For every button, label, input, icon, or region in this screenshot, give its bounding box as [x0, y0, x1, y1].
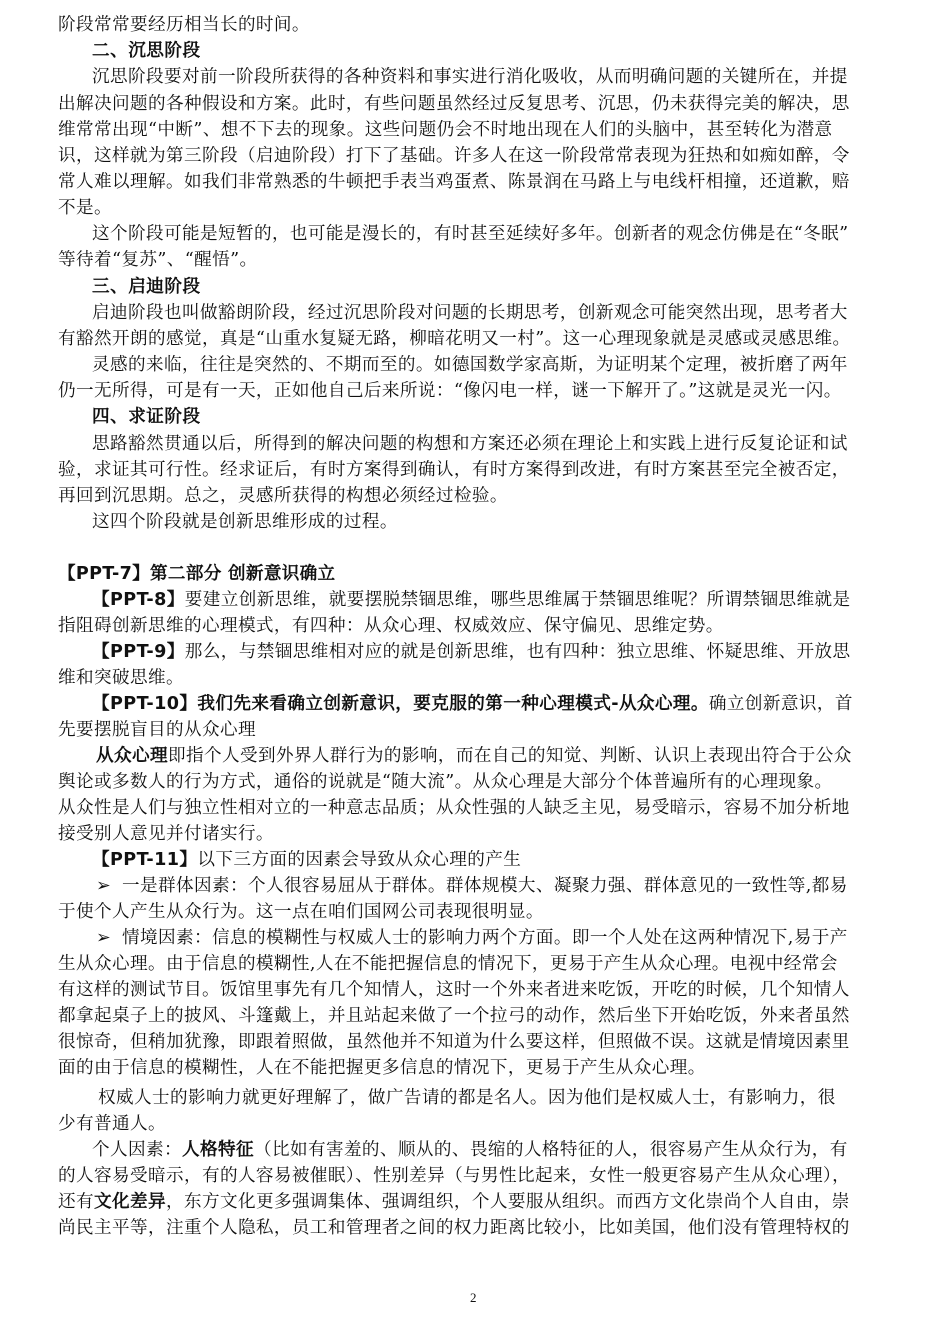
page-number: 2	[470, 1290, 477, 1305]
text-span: （比如有害羞的、顺从的、畏缩的人格特征的人，很容易产生从众行为，有	[253, 1140, 848, 1160]
bold-term: 人格特征	[181, 1140, 254, 1160]
bold-term: 文化差异	[94, 1192, 166, 1212]
text-line: 有豁然开朗的感觉，真是“山重水复疑无路，柳暗花明又一村”。这一心理现象就是灵感或灵感思维。	[58, 329, 851, 349]
text-line: 尚民主平等，注重个人隐私，员工和管理者之间的权力距离比较小，比如美国，他们没有管理特权的	[58, 1218, 850, 1238]
section-heading: 二、沉思阶段	[92, 41, 201, 61]
text-line: 指阻碍创新思维的心理模式，有四种：从众心理、权威效应、保守偏见、思维定势。	[58, 616, 724, 636]
text-line: 舆论或多数人的行为方式，通俗的说就是“随大流”。从众心理是大部分个体普遍所有的心理现象。	[58, 772, 833, 792]
text-span: 那么，与禁锢思维相对应的就是创新思维，也有四种：独立思维、怀疑思维、开放思	[184, 642, 851, 662]
text-line: 仍一无所得，可是有一天，正如他自己后来所说：“像闪电一样，谜一下解开了。”这就是灵光一闪。	[58, 381, 842, 401]
text-span: 即指个人受到外界人群行为的影响，而在自己的知觉、判断、认识上表现出符合于公众	[167, 746, 852, 766]
text-line: 等待着“复苏”、“醒悟”。	[58, 250, 258, 270]
text-line	[58, 1191, 898, 1213]
text-line: 权威人士的影响力就更好理解了，做广告请的都是名人。因为他们是权威人士，有影响力，很	[98, 1088, 836, 1108]
text-line: 都拿起桌子上的披风、斗篷戴上，并且站起来做了一个拉弓的动作，然后坐下开始吃饭，外来者虽然	[58, 1006, 850, 1026]
text-line: 出解决问题的各种假设和方案。此时，有些问题虽然经过反复思考、沉思，仍未获得完美的解决，思	[58, 94, 850, 114]
text-line: 很惊奇，但稍加犹豫，即跟着照做，虽然他并不知道为什么要这样，但照做不误。这就是情境因素里	[58, 1032, 850, 1052]
text-line	[92, 693, 898, 715]
text-line: 这四个阶段就是创新思维形成的过程。	[92, 512, 398, 532]
text-line: 生从众心理。由于信息的模糊性,人在不能把握信息的情况下，更易于产生从众心理。电视中经常会	[58, 954, 838, 974]
text-line: 少有普通人。	[58, 1114, 166, 1134]
bullet-line	[96, 927, 898, 949]
text-line: 面的由于信息的模糊性，人在不能把握更多信息的情况下，更易于产生从众心理。	[58, 1058, 706, 1078]
text-line: 于使个人产生从众行为。这一点在咱们国网公司表现很明显。	[58, 902, 544, 922]
text-line: 识，这样就为第三阶段（启迪阶段）打下了基础。许多人在这一阶段常常表现为狂热和如痴如醉，令	[58, 146, 850, 166]
text-line	[92, 1139, 898, 1161]
section-heading: 三、启迪阶段	[92, 277, 201, 297]
text-line: 从众性是人们与独立性相对立的一种意志品质；从众性强的人缺乏主见，易受暗示，容易不加分析地	[58, 798, 850, 818]
ppt-tag: 【PPT-11】	[92, 850, 198, 870]
text-span: 还有	[58, 1192, 94, 1212]
text-span: 要建立创新思维，就要摆脱禁锢思维，哪些思维属于禁锢思维呢？所谓禁锢思维就是	[184, 590, 851, 610]
text-span: 个人因素：	[92, 1140, 182, 1160]
text-line: 维常常出现“中断”、想不下去的现象。这些问题仍会不时地出现在人们的头脑中，甚至转化为潜意	[58, 120, 833, 140]
text-line: 不是。	[58, 198, 112, 218]
text-line: 维和突破思维。	[58, 668, 184, 688]
text-line: 验，求证其可行性。经求证后，有时方案得到确认，有时方案得到改进，有时方案甚至完全被否定，	[58, 460, 850, 480]
bold-term: 从众心理	[96, 746, 168, 766]
text-line: 接受别人意见并付诸实行。	[58, 824, 274, 844]
arrow-bullet-icon: ➢	[96, 928, 112, 948]
ppt-tag: 【PPT-10】我们先来看确立创新意识，要克服的第一种心理模式-从众心理。	[92, 694, 709, 714]
part-heading: 【PPT-7】第二部分 创新意识确立	[58, 564, 336, 584]
text-line	[96, 745, 898, 767]
text-span: 一是群体因素：个人很容易屈从于群体。群体规模大、凝聚力强、群体意见的一致性等,都易	[122, 876, 848, 896]
text-span: 情境因素：信息的模糊性与权威人士的影响力两个方面。即一个人处在这两种情况下,易于产	[122, 928, 848, 948]
section-heading: 四、求证阶段	[92, 407, 201, 427]
text-span: 确立创新意识，首	[708, 694, 853, 714]
text-line: 思路豁然贯通以后，所得到的解决问题的构想和方案还必须在理论上和实践上进行反复论证和试	[92, 434, 848, 454]
text-line: 这个阶段可能是短暂的，也可能是漫长的，有时甚至延续好多年。创新者的观念仿佛是在“冬眠”	[92, 224, 849, 244]
text-line: 启迪阶段也叫做豁朗阶段，经过沉思阶段对问题的长期思考，创新观念可能突然出现，思考者大	[92, 303, 848, 323]
text-line	[92, 849, 898, 871]
text-line: 再回到沉思期。总之，灵感所获得的构想必须经过检验。	[58, 486, 508, 506]
text-line	[92, 589, 898, 611]
text-line: 常人难以理解。如我们非常熟悉的牛顿把手表当鸡蛋煮、陈景润在马路上与电线杆相撞，还道歉，赔	[58, 172, 850, 192]
text-line: 先要摆脱盲目的从众心理	[58, 720, 256, 740]
text-line: 有这样的测试节目。饭馆里事先有几个知情人，这时一个外来者进来吃饭，开吃的时候，几个知情人	[58, 980, 850, 1000]
bullet-line	[96, 875, 898, 897]
text-span: ，东方文化更多强调集体、强调组织，个人要服从组织。而西方文化崇尚个人自由，崇	[165, 1192, 850, 1212]
text-line: 灵感的来临，往往是突然的、不期而至的。如德国数学家高斯，为证明某个定理，被折磨了两年	[92, 355, 848, 375]
text-line: 的人容易受暗示，有的人容易被催眠）、性别差异（与男性比起来，女性一般更容易产生从众心理），	[58, 1166, 851, 1186]
text-line: 沉思阶段要对前一阶段所获得的各种资料和事实进行消化吸收，从而明确问题的关键所在，并提	[92, 67, 848, 87]
arrow-bullet-icon: ➢	[96, 876, 112, 896]
text-line: 阶段常常要经历相当长的时间。	[58, 15, 310, 35]
text-line	[92, 641, 898, 663]
text-span: 以下三方面的因素会导致从众心理的产生	[197, 850, 522, 870]
ppt-tag: 【PPT-9】	[92, 642, 185, 662]
ppt-tag: 【PPT-8】	[92, 590, 185, 610]
